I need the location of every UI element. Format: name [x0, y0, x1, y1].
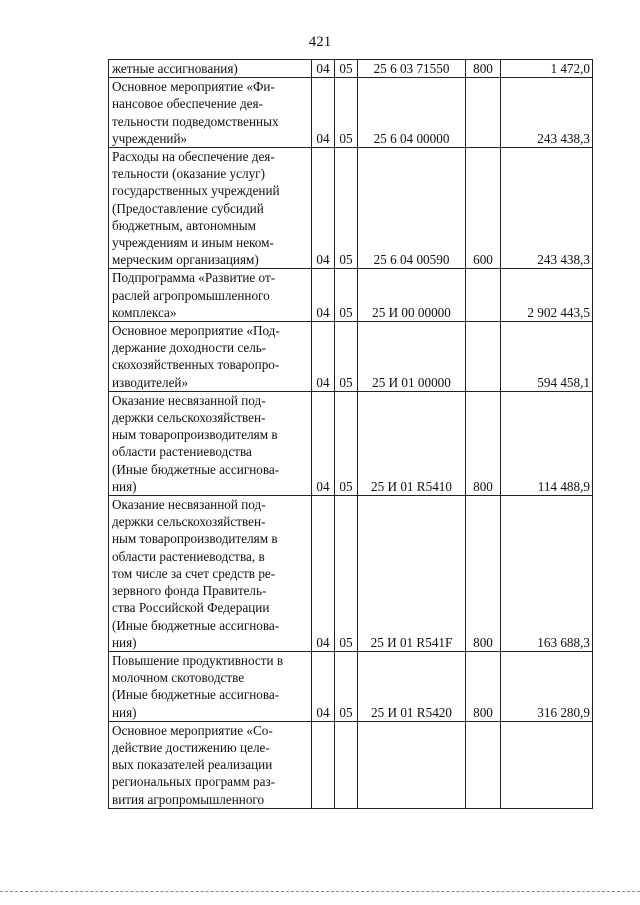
row-expense-type: 800: [466, 391, 501, 495]
row-amount: 316 280,9: [501, 651, 593, 721]
row-subsection: 05: [335, 78, 358, 148]
row-section: 04: [312, 78, 335, 148]
row-target-article: 25 6 04 00590: [358, 148, 466, 269]
row-section: 04: [312, 496, 335, 652]
row-name: Расходы на обеспечение дея- тельности (оказание услуг) государственных учреждений (Предоставление субсидий бюджетным, автономным учреждениям и иным неком- мерческим организациям): [109, 148, 312, 269]
row-expense-type: 600: [466, 148, 501, 269]
row-subsection: 05: [335, 148, 358, 269]
table-row: [109, 78, 593, 148]
row-name: жетные ассигнования): [109, 60, 312, 78]
budget-table: [108, 59, 593, 809]
row-name: Оказание несвязанной под- держки сельскохозяйствен- ным товаропроизводителям в области растениеводства (Иные бюджетные ассигнова- ния): [109, 391, 312, 495]
row-name: Основное мероприятие «Со- действие достижению целе- вых показателей реализации региональных программ раз- вития агропромышленного: [109, 721, 312, 808]
row-target-article: 25 И 00 00000: [358, 269, 466, 322]
row-subsection: 05: [335, 391, 358, 495]
table-row: [109, 269, 593, 322]
row-target-article: 25 6 03 71550: [358, 60, 466, 78]
row-amount: 114 488,9: [501, 391, 593, 495]
row-section: 04: [312, 322, 335, 392]
row-expense-type: [466, 322, 501, 392]
row-subsection: 05: [335, 322, 358, 392]
page-number: 421: [308, 34, 332, 50]
table-row: [109, 148, 593, 269]
row-subsection: 05: [335, 60, 358, 78]
row-amount: 243 438,3: [501, 148, 593, 269]
row-amount: 163 688,3: [501, 496, 593, 652]
row-target-article: 25 И 01 00000: [358, 322, 466, 392]
row-section: 04: [312, 269, 335, 322]
row-amount: 594 458,1: [501, 322, 593, 392]
row-expense-type: [466, 78, 501, 148]
page-bottom-divider: [0, 891, 640, 892]
row-name: Основное мероприятие «Фи- нансовое обеспечение дея- тельности подведомственных учреждений»: [109, 78, 312, 148]
row-expense-type: 800: [466, 651, 501, 721]
table-row: [109, 496, 593, 652]
row-subsection: [335, 721, 358, 808]
row-subsection: 05: [335, 496, 358, 652]
table-row: [109, 60, 593, 78]
table-row: [109, 391, 593, 495]
row-amount: 243 438,3: [501, 78, 593, 148]
row-subsection: 05: [335, 651, 358, 721]
row-name: Основное мероприятие «Под- держание доходности сель- скохозяйственных товаропро- изводителей»: [109, 322, 312, 392]
row-expense-type: 800: [466, 496, 501, 652]
row-name: Подпрограмма «Развитие от- раслей агропромышленного комплекса»: [109, 269, 312, 322]
row-target-article: [358, 721, 466, 808]
row-name: Оказание несвязанной под- держки сельскохозяйствен- ным товаропроизводителям в области растениеводства, в том числе за счет средств ре- зервного фонда Правитель- ства Российской Федерации (Иные бюджетные ассигнова- ния): [109, 496, 312, 652]
row-amount: 2 902 443,5: [501, 269, 593, 322]
row-expense-type: [466, 269, 501, 322]
row-target-article: 25 И 01 R5410: [358, 391, 466, 495]
table-row: [109, 651, 593, 721]
row-expense-type: [466, 721, 501, 808]
row-section: [312, 721, 335, 808]
row-amount: [501, 721, 593, 808]
table-row: [109, 322, 593, 392]
row-target-article: 25 И 01 R5420: [358, 651, 466, 721]
row-subsection: 05: [335, 269, 358, 322]
row-amount: 1 472,0: [501, 60, 593, 78]
row-name: Повышение продуктивности в молочном скотоводстве (Иные бюджетные ассигнова- ния): [109, 651, 312, 721]
row-section: 04: [312, 60, 335, 78]
row-expense-type: 800: [466, 60, 501, 78]
row-target-article: 25 6 04 00000: [358, 78, 466, 148]
row-section: 04: [312, 391, 335, 495]
table-row: [109, 721, 593, 808]
row-target-article: 25 И 01 R541F: [358, 496, 466, 652]
row-section: 04: [312, 651, 335, 721]
row-section: 04: [312, 148, 335, 269]
